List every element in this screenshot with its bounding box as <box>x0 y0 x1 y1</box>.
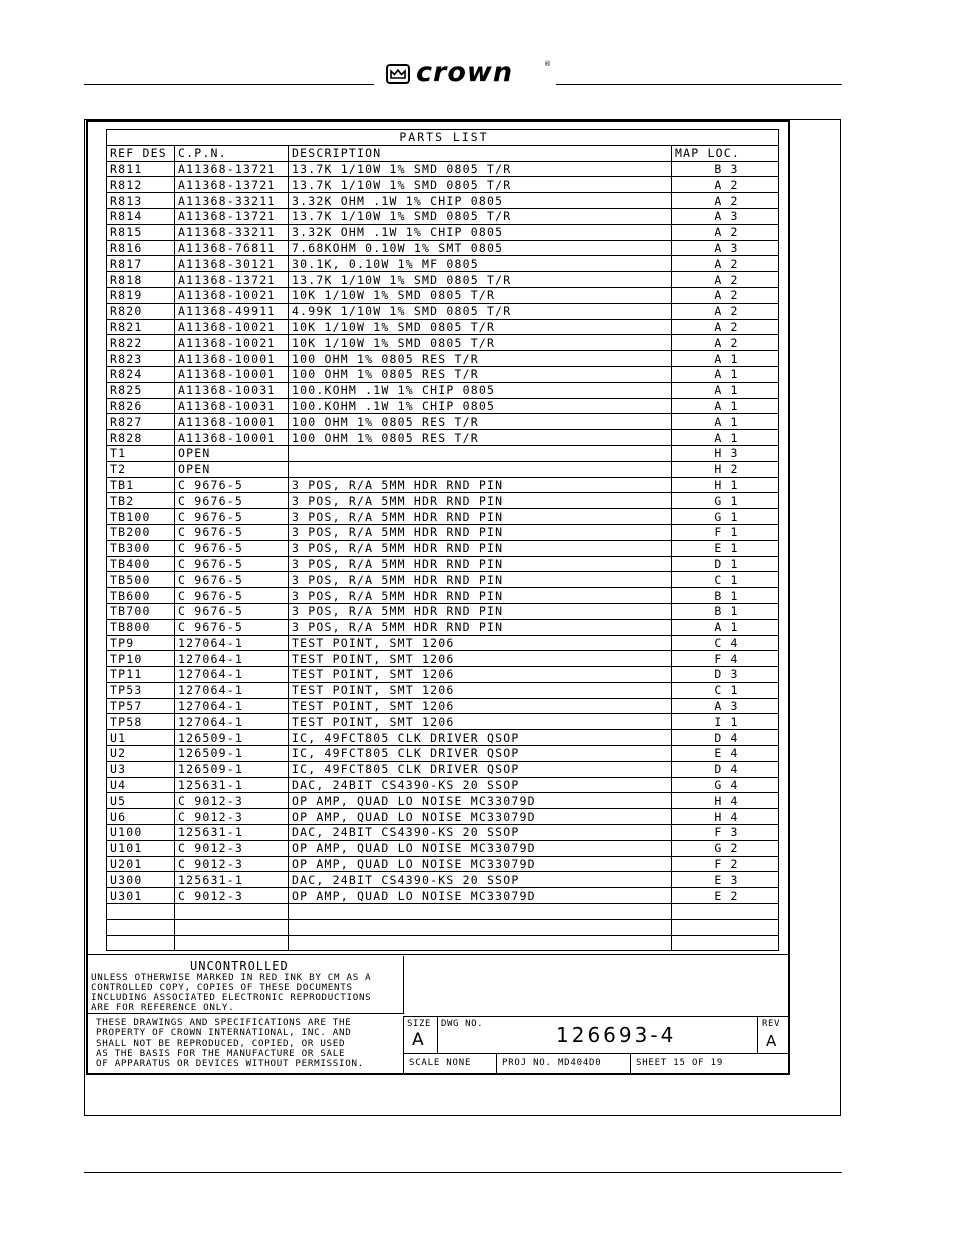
table-row <box>107 366 779 382</box>
map-loc-cell: A 2 <box>672 224 779 240</box>
cpn-cell: C 9676-5 <box>175 540 289 556</box>
description-cell: OP AMP, QUAD LO NOISE MC33079D <box>289 840 672 856</box>
table-row <box>107 524 779 540</box>
table-row <box>107 335 779 351</box>
cpn-cell: A11368-10021 <box>175 335 289 351</box>
description-cell: 100 OHM 1% 0805 RES T/R <box>289 430 672 446</box>
map-loc-cell: I 1 <box>672 714 779 730</box>
cpn-cell: 127064-1 <box>175 635 289 651</box>
description-cell: DAC, 24BIT CS4390-KS 20 SSOP <box>289 872 672 888</box>
cpn-cell: 127064-1 <box>175 651 289 667</box>
description-cell: IC, 49FCT805 CLK DRIVER QSOP <box>289 761 672 777</box>
table-row <box>107 319 779 335</box>
cpn-cell: C 9676-5 <box>175 572 289 588</box>
description-cell: 3.32K OHM .1W 1% CHIP 0805 <box>289 193 672 209</box>
map-loc-cell: A 2 <box>672 335 779 351</box>
description-cell: 13.7K 1/10W 1% SMD 0805 T/R <box>289 272 672 288</box>
description-cell: 3 POS, R/A 5MM HDR RND PIN <box>289 540 672 556</box>
table-row <box>107 572 779 588</box>
header-rule-right <box>556 84 842 85</box>
map-loc-cell: A 2 <box>672 193 779 209</box>
table-row <box>107 430 779 446</box>
description-cell: 7.68KOHM 0.10W 1% SMT 0805 <box>289 240 672 256</box>
map-loc-cell: A 1 <box>672 398 779 414</box>
table-row <box>107 825 779 841</box>
ref-des-cell: R811 <box>107 161 175 177</box>
project-text: PROJ NO. MD404D0 <box>502 1058 602 1068</box>
rev-label: REV <box>762 1019 781 1029</box>
table-row <box>107 603 779 619</box>
table-row <box>107 919 779 935</box>
table-row <box>107 509 779 525</box>
ref-des-cell <box>107 919 175 935</box>
table-row <box>107 714 779 730</box>
map-loc-cell: F 3 <box>672 825 779 841</box>
description-cell: 3 POS, R/A 5MM HDR RND PIN <box>289 603 672 619</box>
ref-des-cell: TP57 <box>107 698 175 714</box>
ref-des-cell: R825 <box>107 382 175 398</box>
table-row <box>107 935 779 951</box>
project-cell <box>497 1054 631 1074</box>
ref-des-cell: U5 <box>107 793 175 809</box>
map-loc-cell: C 1 <box>672 682 779 698</box>
description-cell: 3 POS, R/A 5MM HDR RND PIN <box>289 619 672 635</box>
ref-des-cell: U201 <box>107 856 175 872</box>
ref-des-cell: TB1 <box>107 477 175 493</box>
ref-des-cell: R823 <box>107 351 175 367</box>
description-cell: 100.KOHM .1W 1% CHIP 0805 <box>289 382 672 398</box>
ref-des-cell: TP9 <box>107 635 175 651</box>
ref-des-cell: R816 <box>107 240 175 256</box>
cpn-cell: A11368-10001 <box>175 414 289 430</box>
table-row <box>107 398 779 414</box>
crown-wordmark: crown <box>416 57 514 88</box>
table-row <box>107 888 779 904</box>
ref-des-cell: TP10 <box>107 651 175 667</box>
table-row <box>107 208 779 224</box>
description-cell <box>289 935 672 951</box>
map-loc-cell: G 1 <box>672 493 779 509</box>
cpn-cell: C 9676-5 <box>175 619 289 635</box>
map-loc-cell <box>672 919 779 935</box>
description-cell <box>289 919 672 935</box>
ref-des-cell: TB200 <box>107 524 175 540</box>
parts-list-table <box>106 129 779 951</box>
uncontrolled-text: UNLESS OTHERWISE MARKED IN RED INK BY CM AS A CONTROLLED COPY, COPIES OF THESE DOCUMENTS INCLUDING ASSOCIATED ELECTRONIC REPRODUCTIONS ARE FOR REFERENCE ONLY. <box>91 972 372 1013</box>
description-cell: TEST POINT, SMT 1206 <box>289 635 672 651</box>
table-row <box>107 303 779 319</box>
cpn-cell: 125631-1 <box>175 777 289 793</box>
map-loc-cell: A 2 <box>672 319 779 335</box>
cpn-cell: 127064-1 <box>175 667 289 683</box>
map-loc-cell: F 4 <box>672 651 779 667</box>
table-row <box>107 193 779 209</box>
table-row <box>107 493 779 509</box>
col-map-loc: MAP LOC. <box>672 145 779 161</box>
description-cell: 3 POS, R/A 5MM HDR RND PIN <box>289 477 672 493</box>
ref-des-cell: R819 <box>107 287 175 303</box>
cpn-cell: OPEN <box>175 461 289 477</box>
map-loc-cell: A 2 <box>672 177 779 193</box>
description-cell: 100 OHM 1% 0805 RES T/R <box>289 351 672 367</box>
registered-mark: ® <box>544 60 551 68</box>
cpn-cell: A11368-10021 <box>175 319 289 335</box>
map-loc-cell: B 1 <box>672 603 779 619</box>
footer-rule <box>84 1172 842 1173</box>
map-loc-cell: F 1 <box>672 524 779 540</box>
notes-divider <box>86 954 788 955</box>
description-cell: TEST POINT, SMT 1206 <box>289 698 672 714</box>
table-row <box>107 840 779 856</box>
ref-des-cell: R824 <box>107 366 175 382</box>
table-row <box>107 904 779 920</box>
description-cell: OP AMP, QUAD LO NOISE MC33079D <box>289 793 672 809</box>
description-cell: 13.7K 1/10W 1% SMD 0805 T/R <box>289 208 672 224</box>
map-loc-cell: D 4 <box>672 761 779 777</box>
table-row <box>107 777 779 793</box>
proprietary-text: THESE DRAWINGS AND SPECIFICATIONS ARE THE PROPERTY OF CROWN INTERNATIONAL, INC. AND SHALL NOT BE REPRODUCED, COPIED, OR USED AS THE BASIS FOR THE MANUFACTURE OR SALE OF APPARATUS OR DEVICES WITHOUT PERMISSION. <box>96 1017 364 1070</box>
ref-des-cell: TB300 <box>107 540 175 556</box>
description-cell: 3 POS, R/A 5MM HDR RND PIN <box>289 588 672 604</box>
ref-des-cell: TB500 <box>107 572 175 588</box>
ref-des-cell: T2 <box>107 461 175 477</box>
column-headers <box>107 145 779 161</box>
revision-cell <box>758 1017 788 1053</box>
description-cell: 13.7K 1/10W 1% SMD 0805 T/R <box>289 177 672 193</box>
map-loc-cell: A 3 <box>672 698 779 714</box>
map-loc-cell: G 1 <box>672 509 779 525</box>
cpn-cell <box>175 919 289 935</box>
table-row <box>107 477 779 493</box>
ref-des-cell: TB100 <box>107 509 175 525</box>
ref-des-cell: U300 <box>107 872 175 888</box>
cpn-cell: C 9012-3 <box>175 888 289 904</box>
table-row <box>107 240 779 256</box>
cpn-cell: 127064-1 <box>175 698 289 714</box>
description-cell <box>289 461 672 477</box>
map-loc-cell: D 3 <box>672 667 779 683</box>
description-cell: 3 POS, R/A 5MM HDR RND PIN <box>289 493 672 509</box>
map-loc-cell: C 1 <box>672 572 779 588</box>
ref-des-cell: U2 <box>107 746 175 762</box>
cpn-cell: 127064-1 <box>175 682 289 698</box>
cpn-cell: 126509-1 <box>175 730 289 746</box>
cpn-cell: A11368-10001 <box>175 366 289 382</box>
ref-des-cell: R826 <box>107 398 175 414</box>
cpn-cell: A11368-13721 <box>175 161 289 177</box>
crown-emblem-icon <box>386 64 410 84</box>
cpn-cell: 125631-1 <box>175 825 289 841</box>
ref-des-cell: TB600 <box>107 588 175 604</box>
map-loc-cell: A 2 <box>672 303 779 319</box>
cpn-cell: A11368-76811 <box>175 240 289 256</box>
sheet-cell <box>631 1054 788 1074</box>
col-cpn: C.P.N. <box>175 145 289 161</box>
table-row <box>107 540 779 556</box>
ref-des-cell: R818 <box>107 272 175 288</box>
cpn-cell: A11368-10021 <box>175 287 289 303</box>
map-loc-cell: G 2 <box>672 840 779 856</box>
ref-des-cell: R821 <box>107 319 175 335</box>
ref-des-cell: TP11 <box>107 667 175 683</box>
cpn-cell: A11368-13721 <box>175 272 289 288</box>
table-row <box>107 761 779 777</box>
map-loc-cell: E 2 <box>672 888 779 904</box>
description-cell: DAC, 24BIT CS4390-KS 20 SSOP <box>289 777 672 793</box>
description-cell: TEST POINT, SMT 1206 <box>289 714 672 730</box>
description-cell: 30.1K, 0.10W 1% MF 0805 <box>289 256 672 272</box>
cpn-cell: A11368-10001 <box>175 351 289 367</box>
cpn-cell: A11368-49911 <box>175 303 289 319</box>
description-cell: 10K 1/10W 1% SMD 0805 T/R <box>289 287 672 303</box>
cpn-cell: C 9012-3 <box>175 856 289 872</box>
map-loc-cell: B 3 <box>672 161 779 177</box>
map-loc-cell: F 2 <box>672 856 779 872</box>
sheet-text: SHEET 15 OF 19 <box>636 1058 724 1068</box>
table-row <box>107 161 779 177</box>
ref-des-cell: R815 <box>107 224 175 240</box>
map-loc-cell: A 3 <box>672 208 779 224</box>
map-loc-cell: A 1 <box>672 351 779 367</box>
cpn-cell: C 9676-5 <box>175 556 289 572</box>
table-row <box>107 872 779 888</box>
drawing-number: 126693-4 <box>556 1023 677 1047</box>
scale-text: SCALE NONE <box>409 1058 472 1068</box>
table-row <box>107 287 779 303</box>
cpn-cell: OPEN <box>175 445 289 461</box>
ref-des-cell: R814 <box>107 208 175 224</box>
ref-des-cell: TP53 <box>107 682 175 698</box>
uncontrolled-title: UNCONTROLLED <box>190 959 289 973</box>
table-row <box>107 224 779 240</box>
map-loc-cell: C 4 <box>672 635 779 651</box>
map-loc-cell: A 3 <box>672 240 779 256</box>
map-loc-cell: E 3 <box>672 872 779 888</box>
map-loc-cell <box>672 904 779 920</box>
description-cell: 3 POS, R/A 5MM HDR RND PIN <box>289 556 672 572</box>
ref-des-cell <box>107 904 175 920</box>
crown-logo <box>386 57 551 88</box>
description-cell: 100 OHM 1% 0805 RES T/R <box>289 366 672 382</box>
cpn-cell: 125631-1 <box>175 872 289 888</box>
table-row <box>107 856 779 872</box>
description-cell: 3 POS, R/A 5MM HDR RND PIN <box>289 572 672 588</box>
description-cell: OP AMP, QUAD LO NOISE MC33079D <box>289 809 672 825</box>
map-loc-cell <box>672 935 779 951</box>
map-loc-cell: A 1 <box>672 430 779 446</box>
table-row <box>107 730 779 746</box>
map-loc-cell: H 4 <box>672 809 779 825</box>
ref-des-cell: U101 <box>107 840 175 856</box>
table-row <box>107 746 779 762</box>
map-loc-cell: H 3 <box>672 445 779 461</box>
size-value: A <box>412 1030 424 1050</box>
table-row <box>107 445 779 461</box>
map-loc-cell: A 1 <box>672 382 779 398</box>
ref-des-cell: U3 <box>107 761 175 777</box>
description-cell: TEST POINT, SMT 1206 <box>289 667 672 683</box>
table-row <box>107 682 779 698</box>
map-loc-cell: A 2 <box>672 256 779 272</box>
description-cell <box>289 904 672 920</box>
cpn-cell: A11368-33211 <box>175 193 289 209</box>
cpn-cell <box>175 935 289 951</box>
ref-des-cell: TB700 <box>107 603 175 619</box>
cpn-cell: A11368-10031 <box>175 382 289 398</box>
map-loc-cell: A 1 <box>672 619 779 635</box>
map-loc-cell: A 2 <box>672 272 779 288</box>
uncontrolled-notice <box>86 956 404 1014</box>
description-cell: 10K 1/10W 1% SMD 0805 T/R <box>289 335 672 351</box>
col-description: DESCRIPTION <box>289 145 672 161</box>
map-loc-cell: E 1 <box>672 540 779 556</box>
cpn-cell: C 9012-3 <box>175 840 289 856</box>
cpn-cell: C 9676-5 <box>175 603 289 619</box>
table-row <box>107 414 779 430</box>
description-cell: 3 POS, R/A 5MM HDR RND PIN <box>289 524 672 540</box>
title-block <box>404 1016 788 1073</box>
description-cell: 100 OHM 1% 0805 RES T/R <box>289 414 672 430</box>
scale-cell <box>404 1054 497 1074</box>
ref-des-cell: TB800 <box>107 619 175 635</box>
rev-value: A <box>766 1032 777 1050</box>
cpn-cell: A11368-10001 <box>175 430 289 446</box>
ref-des-cell: R820 <box>107 303 175 319</box>
table-row <box>107 619 779 635</box>
map-loc-cell: H 1 <box>672 477 779 493</box>
table-row <box>107 588 779 604</box>
cpn-cell: A11368-10031 <box>175 398 289 414</box>
description-cell: OP AMP, QUAD LO NOISE MC33079D <box>289 856 672 872</box>
map-loc-cell: D 1 <box>672 556 779 572</box>
map-loc-cell: E 4 <box>672 746 779 762</box>
ref-des-cell: U100 <box>107 825 175 841</box>
map-loc-cell: A 2 <box>672 287 779 303</box>
ref-des-cell: R812 <box>107 177 175 193</box>
ref-des-cell: TB400 <box>107 556 175 572</box>
cpn-cell <box>175 904 289 920</box>
description-cell: TEST POINT, SMT 1206 <box>289 651 672 667</box>
description-cell: 100.KOHM .1W 1% CHIP 0805 <box>289 398 672 414</box>
map-loc-cell: D 4 <box>672 730 779 746</box>
cpn-cell: 126509-1 <box>175 746 289 762</box>
cpn-cell: C 9676-5 <box>175 509 289 525</box>
ref-des-cell <box>107 935 175 951</box>
size-cell <box>404 1017 438 1053</box>
table-row <box>107 382 779 398</box>
table-row <box>107 272 779 288</box>
table-row <box>107 556 779 572</box>
cpn-cell: C 9012-3 <box>175 793 289 809</box>
cpn-cell: C 9012-3 <box>175 809 289 825</box>
cpn-cell: A11368-33211 <box>175 224 289 240</box>
cpn-cell: A11368-13721 <box>175 208 289 224</box>
table-row <box>107 351 779 367</box>
cpn-cell: C 9676-5 <box>175 588 289 604</box>
table-row <box>107 793 779 809</box>
map-loc-cell: G 4 <box>672 777 779 793</box>
cpn-cell: A11368-13721 <box>175 177 289 193</box>
cpn-cell: C 9676-5 <box>175 493 289 509</box>
cpn-cell: A11368-30121 <box>175 256 289 272</box>
table-row <box>107 698 779 714</box>
table-row <box>107 177 779 193</box>
table-row <box>107 809 779 825</box>
ref-des-cell: R822 <box>107 335 175 351</box>
description-cell: 3.32K OHM .1W 1% CHIP 0805 <box>289 224 672 240</box>
col-ref-des: REF DES <box>107 145 175 161</box>
ref-des-cell: U1 <box>107 730 175 746</box>
ref-des-cell: R827 <box>107 414 175 430</box>
description-cell <box>289 445 672 461</box>
description-cell: DAC, 24BIT CS4390-KS 20 SSOP <box>289 825 672 841</box>
map-loc-cell: A 1 <box>672 366 779 382</box>
ref-des-cell: R813 <box>107 193 175 209</box>
description-cell: 4.99K 1/10W 1% SMD 0805 T/R <box>289 303 672 319</box>
ref-des-cell: TP58 <box>107 714 175 730</box>
description-cell: IC, 49FCT805 CLK DRIVER QSOP <box>289 730 672 746</box>
ref-des-cell: U301 <box>107 888 175 904</box>
map-loc-cell: H 2 <box>672 461 779 477</box>
size-label: SIZE <box>407 1019 432 1029</box>
table-row <box>107 635 779 651</box>
description-cell: OP AMP, QUAD LO NOISE MC33079D <box>289 888 672 904</box>
map-loc-cell: A 1 <box>672 414 779 430</box>
ref-des-cell: R828 <box>107 430 175 446</box>
ref-des-cell: TB2 <box>107 493 175 509</box>
map-loc-cell: H 4 <box>672 793 779 809</box>
description-cell: 10K 1/10W 1% SMD 0805 T/R <box>289 319 672 335</box>
description-cell: TEST POINT, SMT 1206 <box>289 682 672 698</box>
ref-des-cell: U6 <box>107 809 175 825</box>
cpn-cell: 126509-1 <box>175 761 289 777</box>
cpn-cell: C 9676-5 <box>175 477 289 493</box>
ref-des-cell: U4 <box>107 777 175 793</box>
description-cell: IC, 49FCT805 CLK DRIVER QSOP <box>289 746 672 762</box>
ref-des-cell: T1 <box>107 445 175 461</box>
proprietary-notice <box>86 1016 404 1073</box>
cpn-cell: 127064-1 <box>175 714 289 730</box>
cpn-cell: C 9676-5 <box>175 524 289 540</box>
description-cell: 13.7K 1/10W 1% SMD 0805 T/R <box>289 161 672 177</box>
table-row <box>107 667 779 683</box>
drawing-number-cell <box>438 1017 758 1053</box>
parts-list-title: PARTS LIST <box>107 130 779 146</box>
table-row <box>107 256 779 272</box>
description-cell: 3 POS, R/A 5MM HDR RND PIN <box>289 509 672 525</box>
ref-des-cell: R817 <box>107 256 175 272</box>
dwg-label: DWG NO. <box>441 1019 484 1029</box>
map-loc-cell: B 1 <box>672 588 779 604</box>
table-row <box>107 461 779 477</box>
header-rule-left <box>84 84 374 85</box>
table-row <box>107 651 779 667</box>
